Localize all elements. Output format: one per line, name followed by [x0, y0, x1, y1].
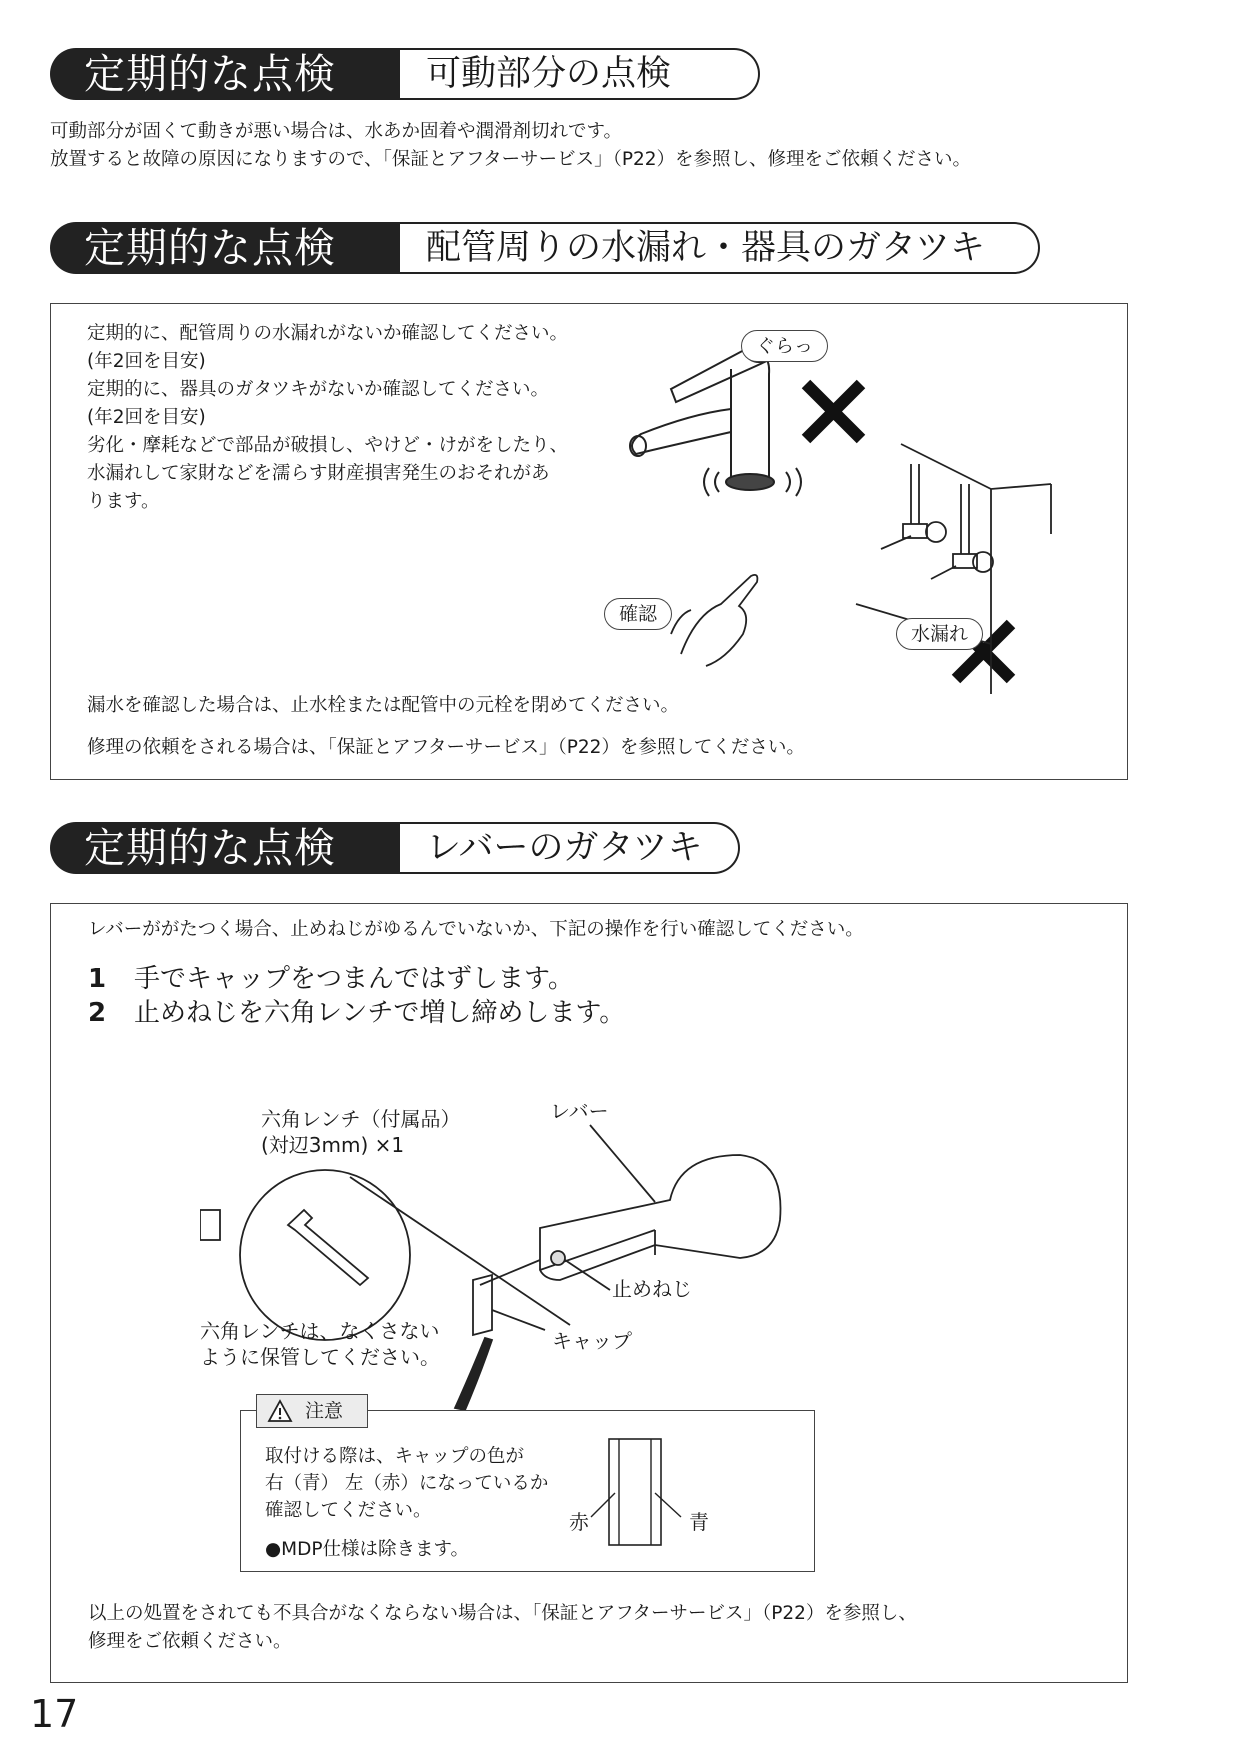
step-number: 1	[88, 964, 107, 994]
body-line: 定期的に、配管周りの水漏れがないか確認してください。	[87, 323, 569, 344]
warning-triangle-icon	[267, 1399, 293, 1423]
caution-tab	[256, 1394, 368, 1428]
prohibit-cross-icon	[806, 384, 861, 439]
caution-text	[265, 1443, 548, 1524]
set-screw-label: 止めねじ	[612, 1277, 692, 1301]
caution-title: 注意	[305, 1400, 344, 1422]
body-line: 劣化・摩耗などで部品が破損し、やけど・けがをしたり、	[87, 435, 569, 456]
piping-check-box	[50, 303, 1128, 780]
caution-line: 取付ける際は、キャップの色が	[265, 1446, 525, 1467]
section-title-main: 定期的な点検	[50, 822, 400, 874]
red-label: 赤	[569, 1510, 589, 1534]
check-label: 確認	[604, 598, 672, 630]
section-title-main: 定期的な点検	[50, 222, 400, 274]
faucet-piping-illustration	[611, 314, 1121, 694]
step-2	[88, 996, 625, 1030]
closing-line: 以上の処置をされても不具合がなくならない場合は、「保証とアフターサービス」（P22）を参照し、	[88, 1603, 917, 1624]
section-title-sub: レバーのガタツキ	[400, 822, 740, 874]
body-line: (年2回を目安)	[87, 351, 206, 372]
cap-color-diagram	[589, 1433, 699, 1553]
hand-icon	[671, 575, 757, 666]
step-number: 2	[88, 998, 107, 1028]
leak-label: 水漏れ	[896, 618, 983, 650]
faucet-illustration	[630, 346, 801, 496]
caution-note: ●MDP仕様は除きます。	[265, 1539, 470, 1560]
body-line: ります。	[87, 491, 160, 512]
body-line: 定期的に、器具のガタツキがないか確認してください。	[87, 379, 549, 400]
section-title-sub: 可動部分の点検	[400, 48, 760, 100]
closing-line: 修理をご依頼ください。	[88, 1631, 292, 1652]
keep-wrench-note: 六角レンチは、なくさない	[200, 1319, 440, 1343]
wrench-size-label: (対辺3mm) ×1	[261, 1133, 405, 1157]
section-title-sub: 配管周りの水漏れ・器具のガタツキ	[400, 222, 1040, 274]
body-line: 可動部分が固くて動きが悪い場合は、水あか固着や潤滑剤切れです。	[50, 121, 623, 142]
set-screw-icon	[551, 1251, 565, 1265]
lever-label: レバー	[550, 1099, 609, 1123]
section-body	[50, 118, 971, 174]
lever-icon	[540, 1155, 781, 1280]
piping-body	[87, 320, 568, 516]
blue-label: 青	[689, 1510, 709, 1534]
caution-line: 確認してください。	[265, 1500, 432, 1521]
body-line: (年2回を目安)	[87, 407, 206, 428]
step-text: 手でキャップをつまんではずします。	[134, 964, 574, 994]
body-line: 水漏れして家財などを濡らす財産損害発生のおそれがあ	[87, 463, 550, 484]
caution-box	[240, 1400, 815, 1572]
piping-note: 修理の依頼をされる場合は、「保証とアフターサービス」（P22）を参照してください。	[87, 737, 805, 758]
step-1	[88, 962, 574, 996]
body-line: 放置すると故障の原因になりますので、「保証とアフターサービス」（P22）を参照し、修理をご依頼ください。	[50, 149, 972, 170]
wobble-label: ぐらっ	[741, 330, 828, 362]
lever-intro: レバーががたつく場合、止めねじがゆるんでいないか、下記の操作を行い確認してください。	[88, 919, 864, 940]
step-text: 止めねじを六角レンチで増し締めします。	[134, 998, 626, 1028]
hex-wrench-icon	[288, 1210, 368, 1285]
piping-note: 漏水を確認した場合は、止水栓または配管中の元栓を閉めてください。	[87, 695, 680, 716]
caution-line: 右（青） 左（赤）になっているか	[265, 1473, 549, 1494]
cap-label: キャップ	[552, 1329, 632, 1353]
wrench-label: 六角レンチ（付属品）	[261, 1107, 461, 1131]
keep-wrench-note: ように保管してください。	[200, 1345, 440, 1369]
piping-illustration	[856, 444, 1051, 694]
page-number: 17	[30, 1692, 79, 1736]
lever-closing	[88, 1600, 917, 1656]
section-title-main: 定期的な点検	[50, 48, 400, 100]
